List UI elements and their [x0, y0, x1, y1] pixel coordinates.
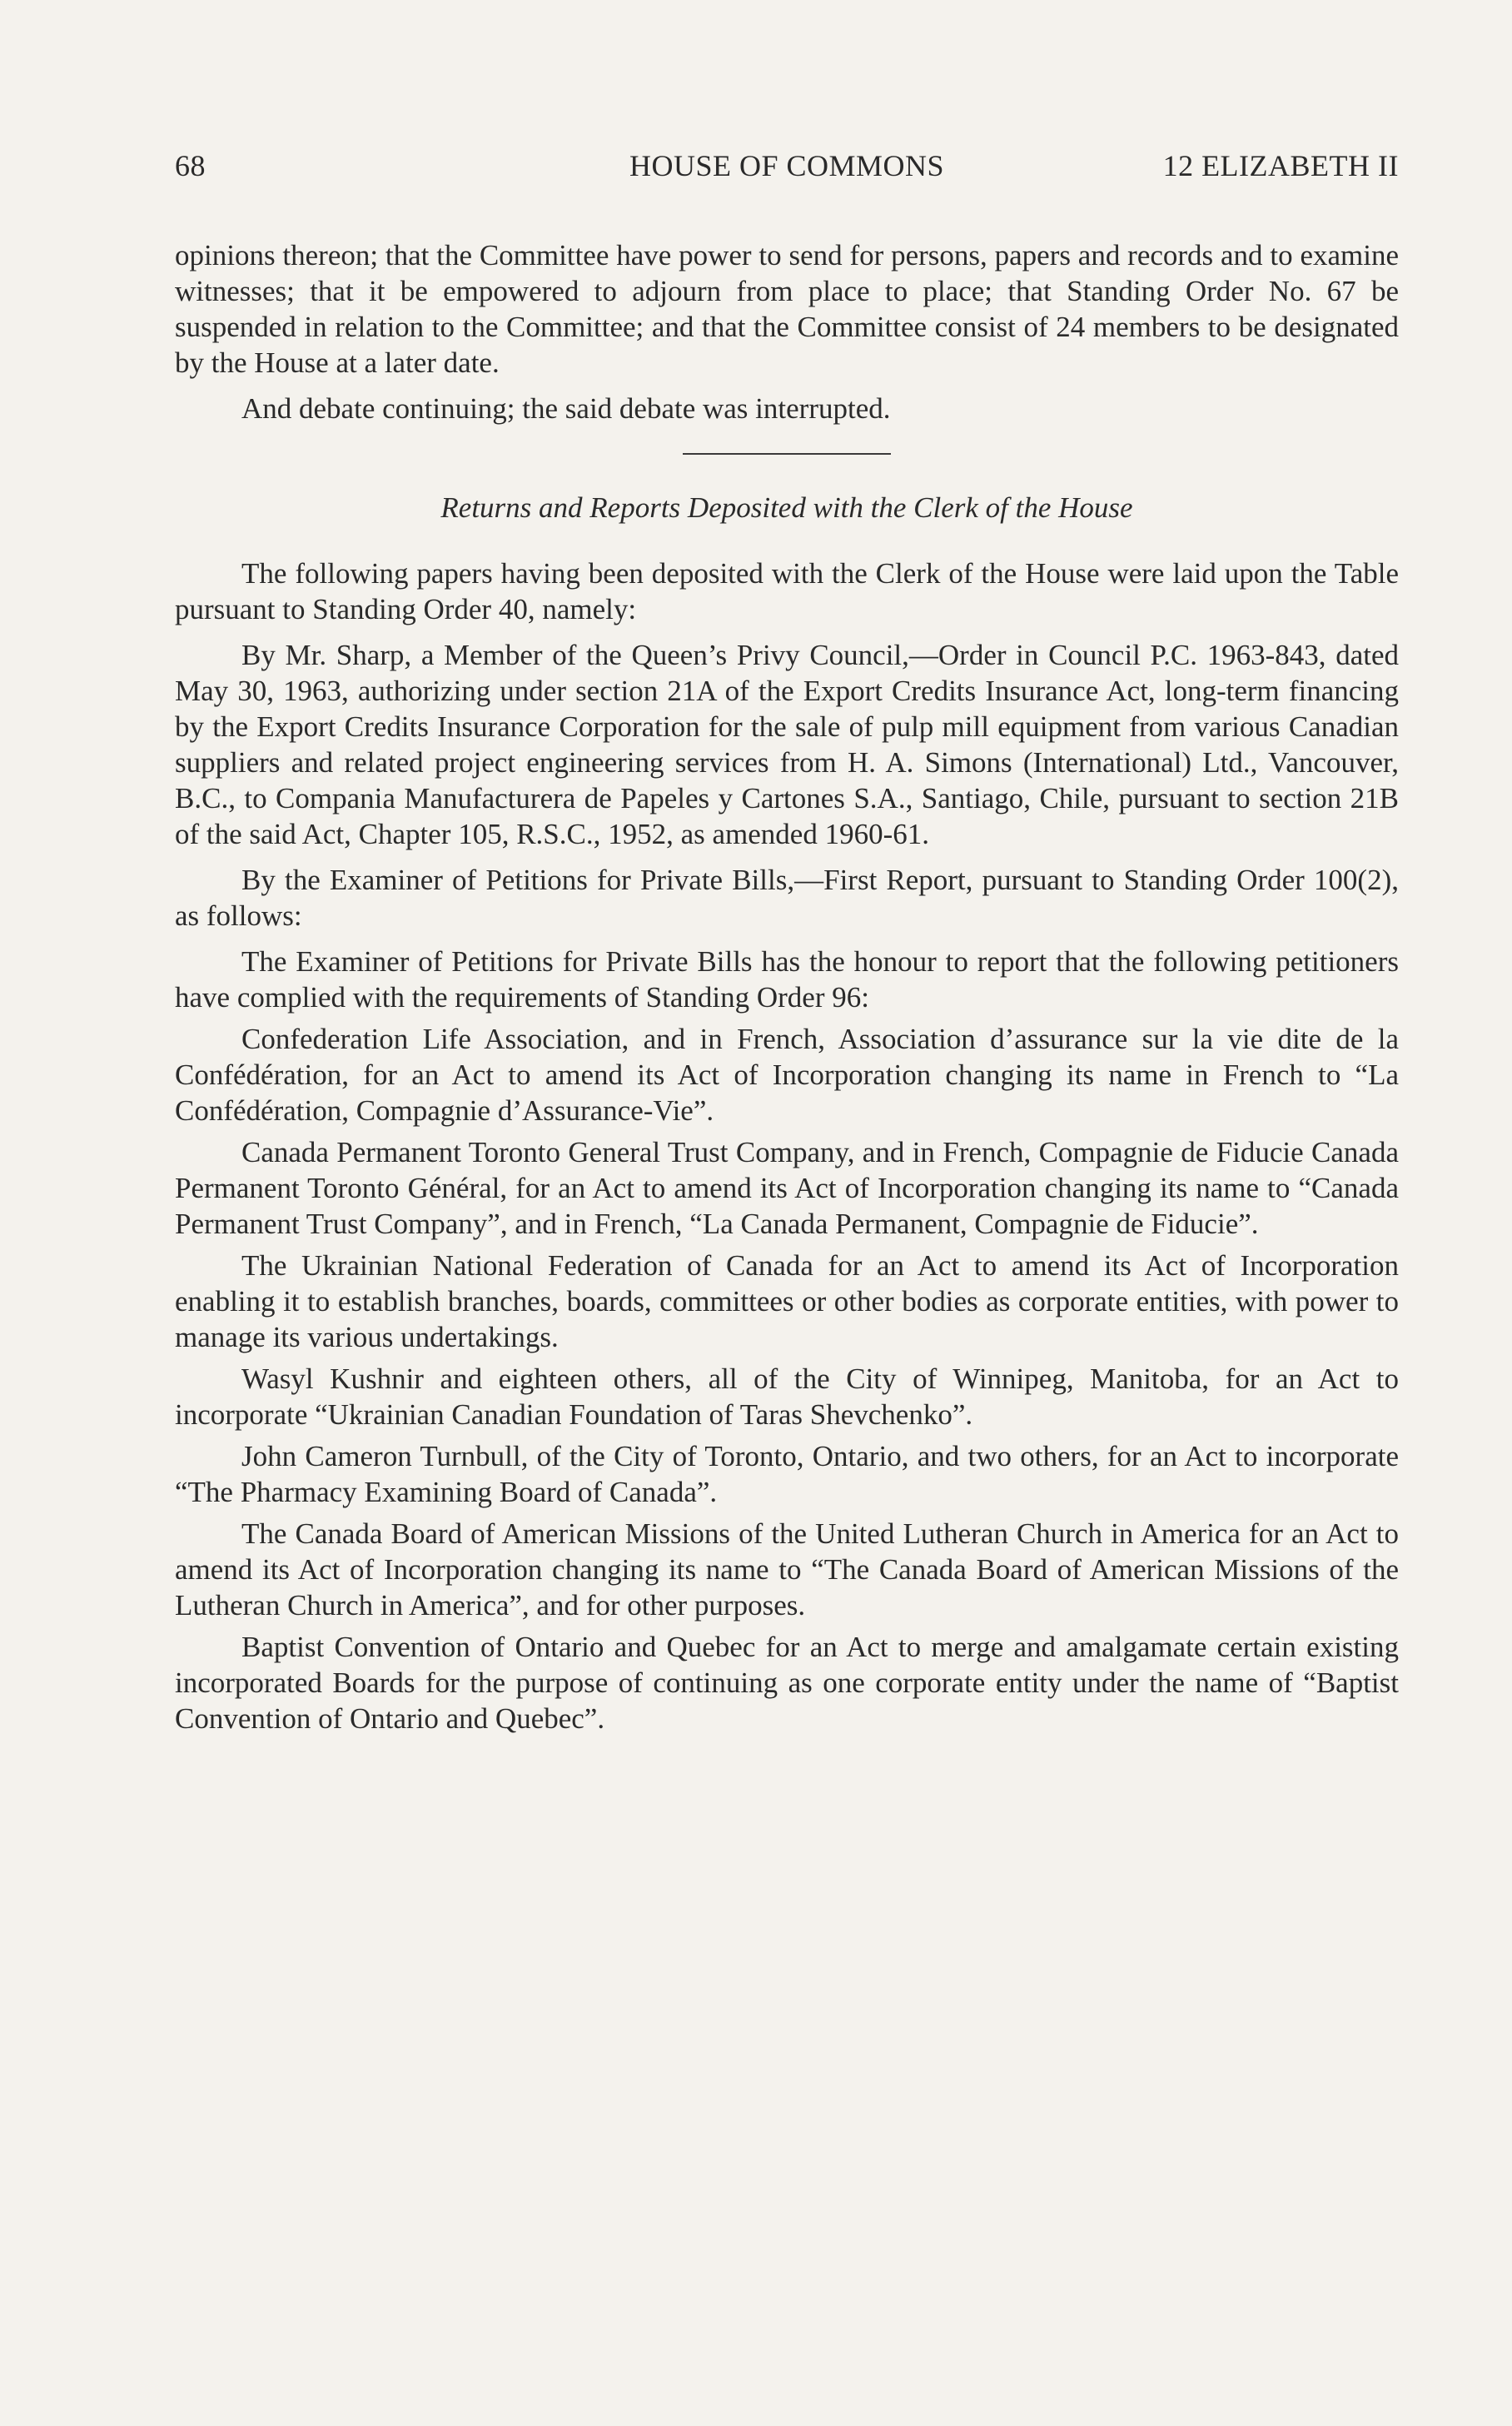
petition-kushnir: Wasyl Kushnir and eighteen others, all of the City of Winnipeg, Manitoba, for an Act to incorporate “Ukrainian Canadian Foundation of Taras Shevchenko”.: [175, 1362, 1399, 1431]
page-header-title: HOUSE OF COMMONS: [629, 149, 945, 182]
petition-ukrainian-federation: The Ukrainian National Federation of Canada for an Act to amend its Act of Incorporation enabling it to establish branches, boards, committees or other bodies as corporate entities, with power to manage its various undertakings.: [175, 1249, 1399, 1353]
paragraph-order-in-council: By Mr. Sharp, a Member of the Queen’s Privy Council,—Order in Council P.C. 1963-843, dated May 30, 1963, authorizing under section 21A of the Export Credits Insurance Act, long-term financing by the Export Credits Insurance Corporation for the sale of pulp mill equipment from various Canadian suppliers and related project engineering services from H. A. Simons (International) Ltd., Vancouver, B.C., to Compania Manufacturera de Papeles y Cartones S.A., Santiago, Chile, pursuant to section 21B of the said Act, Chapter 105, R.S.C., 1952, as amended 1960-61.: [175, 639, 1399, 850]
paragraph-papers-deposited: The following papers having been deposited with the Clerk of the House were laid upon the Table pursuant to Standing Order 40, namely:: [175, 557, 1399, 625]
petition-canada-permanent: Canada Permanent Toronto General Trust Company, and in French, Compagnie de Fiducie Canada Permanent Toronto Général, for an Act to amend its Act of Incorporation changing its name to “Canada Permanent Trust Company”, and in French, “La Canada Permanent, Compagnie de Fiducie”.: [175, 1136, 1399, 1240]
regnal-year: 12 ELIZABETH II: [1162, 149, 1399, 182]
petition-baptist-convention: Baptist Convention of Ontario and Quebec for an Act to merge and amalgamate certain existing incorporated Boards for the purpose of continuing as one corporate entity under the name of “Baptist Convention of Ontario and Quebec”.: [175, 1631, 1399, 1735]
paragraph-committee-powers: opinions thereon; that the Committee have power to send for persons, papers and records and to examine witnesses; that it be empowered to adjourn from place to place; that Standing Order No. 67 be suspended in relation to the Committee; and that the Committee consist of 24 members to be designated by the House at a later date.: [175, 239, 1399, 379]
paragraph-debate-interrupted: And debate continuing; the said debate was interrupted.: [241, 392, 891, 425]
page-number: 68: [175, 149, 206, 182]
section-divider: [683, 453, 891, 455]
running-head: [175, 148, 1399, 188]
body-text: [175, 237, 1399, 1736]
petition-confederation-life: Confederation Life Association, and in French, Association d’assurance sur la vie dite de la Confédération, for an Act to amend its Act of Incorporation changing its name in French to “La Confédération, Compagnie d’Assurance-Vie”.: [175, 1023, 1399, 1127]
section-heading: Returns and Reports Deposited with the Clerk of the House: [440, 491, 1133, 524]
paragraph-examiner-report: By the Examiner of Petitions for Private Bills,—First Report, pursuant to Standing Order 100(2), as follows:: [175, 864, 1399, 932]
petition-lutheran-missions: The Canada Board of American Missions of the United Lutheran Church in America for an Act to amend its Act of Incorporation changing its name to “The Canada Board of American Missions of the Lutheran Church in America”, and for other purposes.: [175, 1517, 1399, 1621]
petition-turnbull: John Cameron Turnbull, of the City of Toronto, Ontario, and two others, for an Act to incorporate “The Pharmacy Examining Board of Canada”.: [175, 1440, 1399, 1508]
paragraph-examiner-honour: The Examiner of Petitions for Private Bills has the honour to report that the following petitioners have complied with the requirements of Standing Order 96:: [175, 945, 1399, 1014]
